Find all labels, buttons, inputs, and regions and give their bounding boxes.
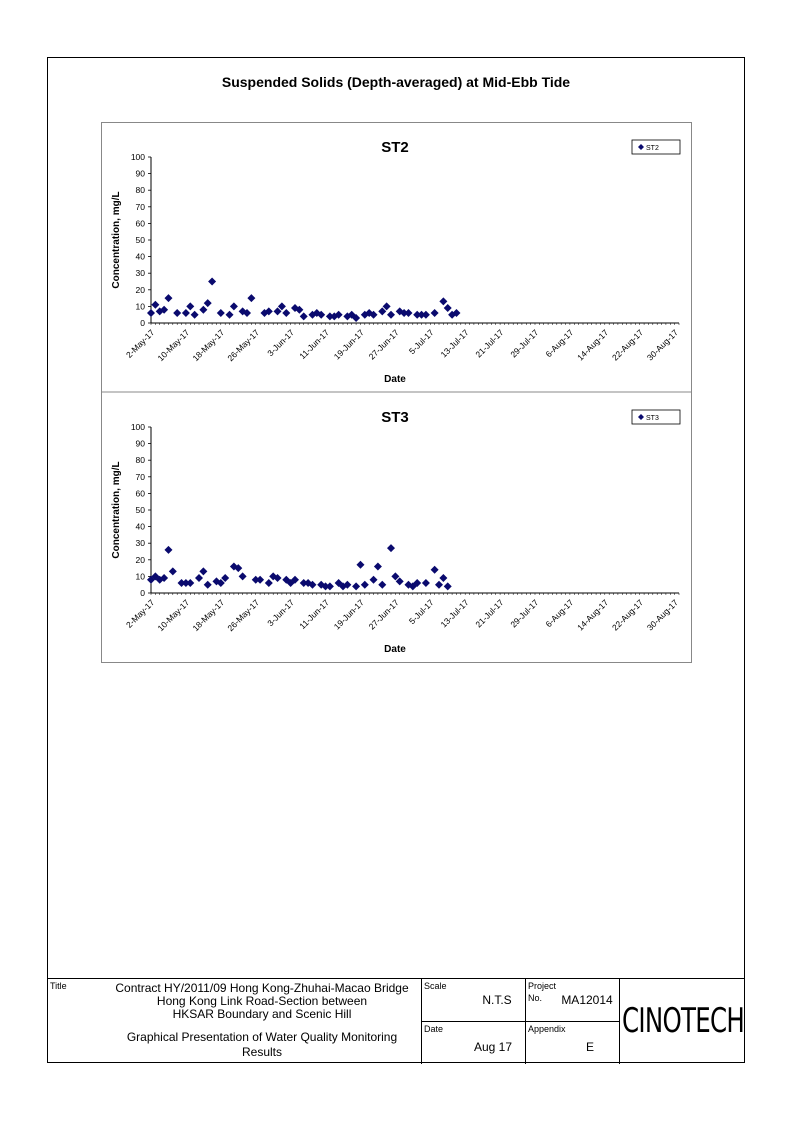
data-point: [387, 311, 395, 319]
cinotech-logo: CINOTECH: [622, 1001, 745, 1041]
x-tick-label: 21-Jul-17: [473, 327, 506, 360]
x-tick-label: 3-Jun-17: [265, 597, 297, 629]
x-tick-label: 19-Jun-17: [331, 597, 366, 632]
data-point: [361, 581, 369, 589]
data-point: [186, 302, 194, 310]
y-tick-label: 100: [130, 422, 145, 432]
data-point: [356, 561, 364, 569]
drawing-title-line-1: Graphical Presentation of Water Quality Monitoring: [126, 1030, 398, 1044]
y-tick-label: 70: [135, 201, 145, 212]
x-tick-label: 26-May-17: [225, 597, 262, 634]
scale-value: N.T.S: [482, 993, 512, 1007]
chart-title: ST2: [381, 139, 409, 156]
data-point: [439, 574, 447, 582]
scale-label: Scale: [424, 981, 447, 991]
data-point: [164, 294, 172, 302]
x-tick-label: 2-May-17: [123, 597, 157, 630]
legend: [632, 410, 680, 424]
data-point: [352, 582, 360, 590]
x-tick-label: 22-Aug-17: [609, 327, 646, 363]
title-block: [47, 978, 745, 1063]
y-tick-label: 30: [135, 538, 145, 549]
legend: [632, 140, 680, 154]
x-tick-label: 10-May-17: [155, 597, 192, 634]
data-point: [247, 294, 255, 302]
data-point: [256, 576, 264, 584]
contract-title: [107, 982, 417, 1021]
y-tick-label: 40: [135, 521, 145, 532]
x-tick-label: 29-Jul-17: [508, 327, 541, 360]
x-tick-label: 18-May-17: [190, 327, 227, 364]
y-tick-label: 20: [135, 284, 145, 295]
x-tick-label: 2-May-17: [123, 327, 157, 360]
y-tick-label: 20: [135, 554, 145, 565]
x-tick-label: 5-Jul-17: [406, 327, 436, 357]
x-tick-label: 30-Aug-17: [644, 597, 681, 633]
y-tick-label: 70: [135, 471, 145, 482]
data-point: [300, 312, 308, 320]
y-tick-label: 100: [130, 152, 145, 162]
data-point: [230, 302, 238, 310]
x-tick-label: 22-Aug-17: [609, 597, 646, 633]
y-tick-label: 10: [135, 571, 145, 582]
x-axis-label: Date: [384, 644, 406, 655]
x-tick-label: 21-Jul-17: [473, 597, 506, 630]
y-tick-label: 30: [135, 268, 145, 279]
x-tick-label: 29-Jul-17: [508, 597, 541, 630]
data-point: [444, 304, 452, 312]
data-point: [282, 309, 290, 317]
x-tick-label: 11-Jun-17: [297, 327, 331, 362]
appendix-label: Appendix: [528, 1024, 566, 1034]
y-tick-label: 0: [140, 318, 145, 328]
x-axis-label: Date: [384, 374, 406, 385]
data-point: [182, 309, 190, 317]
x-tick-label: 13-Jul-17: [438, 327, 471, 360]
chart-st2: [111, 139, 680, 385]
x-tick-label: 3-Jun-17: [265, 327, 297, 359]
data-point: [239, 572, 247, 580]
x-tick-label: 10-May-17: [155, 327, 192, 364]
drawing-title-line-2: Results: [241, 1045, 282, 1059]
legend-entry: ST2: [646, 145, 659, 152]
data-point: [195, 574, 203, 582]
data-point: [226, 311, 234, 319]
y-tick-label: 80: [135, 455, 145, 466]
data-point: [444, 582, 452, 590]
data-point: [422, 311, 430, 319]
y-tick-label: 90: [135, 438, 145, 449]
data-point: [435, 581, 443, 589]
data-point: [378, 581, 386, 589]
divider: [421, 1021, 619, 1022]
data-point: [191, 311, 199, 319]
x-tick-label: 6-Aug-17: [543, 327, 576, 360]
date-label: Date: [424, 1024, 444, 1034]
project-value: MA12014: [561, 993, 613, 1007]
y-tick-label: 90: [135, 168, 145, 179]
y-tick-label: 60: [135, 218, 145, 229]
x-tick-label: 5-Jul-17: [406, 597, 436, 627]
data-point: [199, 567, 207, 575]
legend-entry: ST3: [646, 415, 659, 422]
x-tick-label: 27-Jun-17: [366, 327, 401, 362]
data-point: [431, 566, 439, 574]
y-axis-label: Concentration, mg/L: [111, 191, 122, 289]
data-point: [370, 576, 378, 584]
x-tick-label: 14-Aug-17: [575, 327, 611, 363]
drawing-title: [107, 1030, 417, 1060]
data-point: [439, 297, 447, 305]
y-tick-label: 50: [135, 505, 145, 515]
data-point: [387, 544, 395, 552]
data-point: [204, 581, 212, 589]
contract-line-1: Contract HY/2011/09 Hong Kong-Zhuhai-Macao Bridge: [115, 981, 409, 995]
project-no-label: No.: [528, 993, 543, 1003]
divider: [619, 979, 620, 1064]
contract-line-3: HKSAR Boundary and Scenic Hill: [172, 1007, 352, 1021]
data-point: [199, 306, 207, 314]
data-point: [204, 299, 212, 307]
y-tick-label: 80: [135, 185, 145, 196]
data-point: [265, 579, 273, 587]
date-value: Aug 17: [473, 1040, 513, 1054]
data-point: [147, 309, 155, 317]
x-tick-label: 30-Aug-17: [644, 327, 681, 363]
data-point: [186, 579, 194, 587]
x-tick-label: 6-Aug-17: [543, 597, 576, 630]
data-point: [374, 562, 382, 570]
charts-svg: [101, 122, 692, 663]
y-tick-label: 60: [135, 488, 145, 499]
data-point: [404, 309, 412, 317]
data-point: [217, 309, 225, 317]
data-point: [326, 582, 334, 590]
data-point: [431, 309, 439, 317]
page-title: Suspended Solids (Depth-averaged) at Mid-Ebb Tide: [221, 74, 571, 90]
x-tick-label: 18-May-17: [190, 597, 227, 634]
y-tick-label: 40: [135, 251, 145, 262]
project-label: Project: [528, 981, 557, 991]
chart-title: ST3: [381, 409, 409, 426]
x-tick-label: 19-Jun-17: [331, 327, 366, 362]
title-label: Title: [50, 981, 67, 991]
x-tick-label: 26-May-17: [225, 327, 262, 364]
x-tick-label: 11-Jun-17: [297, 597, 331, 632]
contract-line-2: Hong Kong Link Road-Section between: [156, 994, 368, 1008]
x-tick-label: 14-Aug-17: [575, 597, 611, 633]
y-tick-label: 10: [135, 301, 145, 312]
data-point: [173, 309, 181, 317]
y-tick-label: 0: [140, 588, 145, 598]
data-point: [164, 546, 172, 554]
data-point: [422, 579, 430, 587]
x-tick-label: 27-Jun-17: [366, 597, 401, 632]
y-tick-label: 50: [135, 235, 145, 245]
data-point: [151, 301, 159, 309]
x-tick-label: 13-Jul-17: [438, 597, 471, 630]
chart-st3: [111, 409, 680, 655]
data-point: [169, 567, 177, 575]
data-point: [208, 278, 216, 286]
appendix-value: E: [585, 1040, 594, 1054]
y-axis-label: Concentration, mg/L: [111, 461, 122, 559]
